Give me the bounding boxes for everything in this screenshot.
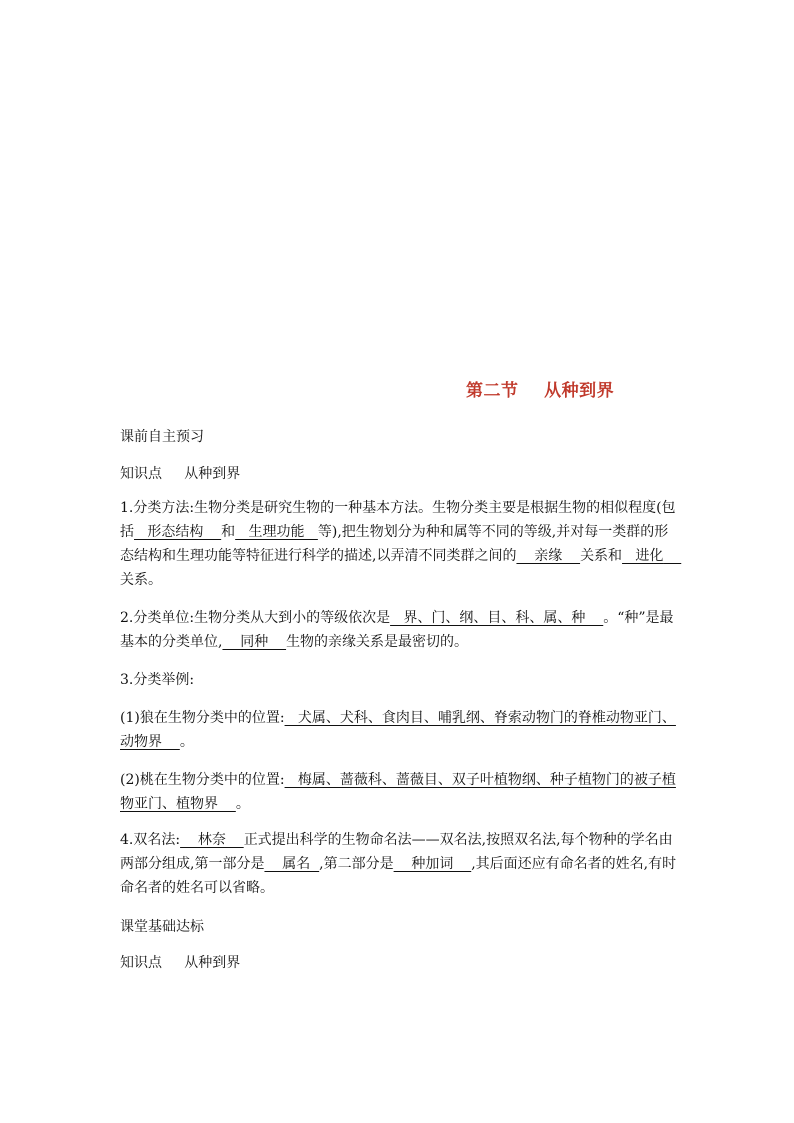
text-segment: 关系。 [120, 572, 162, 588]
text-segment: ,第二部分是 [319, 856, 394, 872]
text-segment: 生物的亲缘关系是最密切的。 [286, 634, 469, 650]
text-segment: (1)狼在生物分类中的位置: [120, 710, 285, 726]
paragraph-classification-method [120, 496, 680, 592]
paragraph-peach-example [120, 768, 680, 816]
text-segment: (2)桃在生物分类中的位置: [120, 772, 285, 788]
answer-blank: 同种 [222, 634, 287, 650]
answer-blank: 种加词 [393, 856, 472, 872]
knowledge-point-heading: 知识点 从种到界 [120, 955, 241, 971]
text-segment: 4.双名法: [120, 832, 181, 848]
text-segment: 。 [235, 796, 250, 812]
text-segment: 和 [221, 524, 236, 540]
answer-blank: 林奈 [180, 832, 244, 848]
answer-blank: 生理功能 [235, 524, 318, 540]
section-heading-class: 课堂基础达标 [120, 919, 204, 935]
answer-blank: 进化 [622, 548, 682, 564]
paragraph-classification-examples: 3.分类举例: [120, 672, 195, 688]
page-title: 第二节 从种到界 [466, 381, 615, 401]
answer-blank: 梅属、蔷薇科、蔷薇目、双子叶植物纲、种子植物门的被子植物亚门、植物界 [120, 772, 676, 812]
paragraph-classification-units [120, 606, 680, 654]
answer-blank: 形态结构 [134, 524, 222, 540]
answer-blank: 亲缘 [516, 548, 581, 564]
text-segment: 2.分类单位:生物分类从大到小的等级依次是 [120, 610, 391, 626]
paragraph-wolf-example [120, 706, 680, 754]
text-segment: 1.分类方法:生物分类是研究生物的一种基本方法。生物分类主要是根据生物的相似程度(包括 [120, 500, 676, 540]
section-heading-preview: 课前自主预习 [120, 429, 204, 445]
text-segment: 正式提出科学的生物命名法——双名法,按照双名法,每个物种的学名由两部分组成,第一部分是 [120, 832, 673, 872]
text-segment: ,其后面还应有命名者的姓名,有时命名者的姓名可以省略。 [120, 856, 677, 896]
knowledge-point-heading: 知识点 从种到界 [120, 466, 241, 482]
answer-blank: 属名 [264, 856, 320, 872]
text-segment: 。“种”是最基本的分类单位, [120, 610, 674, 650]
text-segment: 。 [179, 734, 194, 750]
answer-blank: 犬属、犬科、食肉目、哺乳纲、脊索动物门的脊椎动物亚门、动物界 [120, 710, 676, 750]
paragraph-binomial-nomenclature [120, 828, 680, 900]
text-segment: 关系和 [580, 548, 623, 564]
text-segment: 等),把生物划分为种和属等不同的等级,并对每一类群的形态结构和生理功能等特征进行科学的描述,以弄清不同类群之间的 [120, 524, 669, 564]
answer-blank: 界、门、纲、目、科、属、种 [390, 610, 604, 626]
